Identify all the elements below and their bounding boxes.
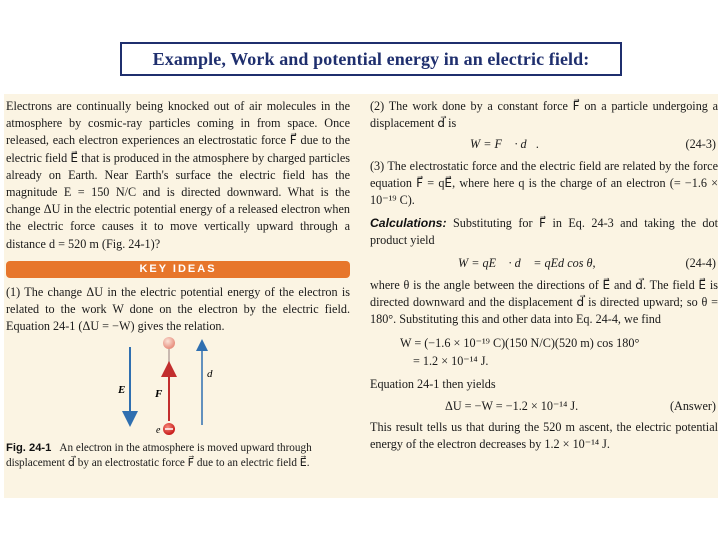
- textbook-page: [4, 94, 718, 498]
- slide-title: Example, Work and potential energy in an electric field:: [152, 48, 590, 69]
- conclusion-paragraph: This result tells us that during the 520 m ascent, the electric potential energy of the electron decreases by 1.2 × 10⁻¹⁴ J.: [370, 419, 718, 452]
- electron-label: e: [156, 425, 161, 437]
- problem-statement: Electrons are continually being knocked out of air molecules in the atmosphere by cosmic-ray particles coming in from space. Once released, each electron experiences an electrostatic force F⃗ due to the electric field E⃗ that is produced in the atmosphere by charged particles already on Earth. Near Earth's surface the electric field has the magnitude E = 150 N/C and is directed downward. What is the change ΔU in the electric potential energy of a released electron when the electric force causes it to move vertically upward through a distance d = 520 m (Fig. 24-1)?: [6, 99, 350, 251]
- title-box: [120, 42, 622, 76]
- answer-equation: [370, 398, 718, 415]
- caption-text: An electron in the atmosphere is moved upward through displacement d⃗ by an electrostatic force F⃗ due to an electric field E⃗.: [6, 442, 312, 470]
- where-paragraph: where θ is the angle between the directions of E⃗ and d⃗. The field E⃗ is directed downward and the displacement d⃗ is directed upward; so θ = 180°. Substituting this and other data into Eq. 24-4, we find: [370, 277, 718, 327]
- caption-label: Fig. 24-1: [6, 442, 52, 455]
- force-label: F⃗: [155, 388, 171, 401]
- calculations-text: Substituting for F⃗ in Eq. 24-3 and taking the dot product yield: [370, 216, 719, 248]
- right-column: [370, 98, 718, 453]
- then-text: Equation 24-1 then yields: [370, 377, 496, 392]
- left-column: [6, 98, 350, 471]
- answer-label: (Answer): [669, 398, 716, 413]
- figure-caption: [6, 441, 350, 471]
- key-ideas-header: KEY IDEAS: [139, 262, 217, 275]
- work-calculation: [370, 334, 718, 370]
- calculations-label: Calculations:: [370, 216, 447, 231]
- calculations-paragraph: [370, 215, 718, 249]
- work-line-1: W = (−1.6 × 10⁻¹⁹ C)(150 N/C)(520 m) cos 180°: [400, 336, 640, 351]
- equation-24-4-number: (24-4): [685, 255, 716, 270]
- electron-start-ghost: [163, 337, 175, 349]
- key-idea-3: (3) The electrostatic force and the electric field are related by the force equation F⃗ = qE⃗, where here q is the charge of an electron (= −1.6 × 10⁻¹⁹ C).: [370, 158, 718, 208]
- equation-24-3-body: W = F⃗ · d⃗.: [470, 137, 540, 152]
- equation-24-3: [370, 136, 718, 153]
- key-idea-2: (2) The work done by a constant force F⃗ on a particle undergoing a displacement d⃗ is: [370, 99, 718, 131]
- answer-body: ΔU = −W = −1.2 × 10⁻¹⁴ J.: [445, 398, 579, 413]
- figure-diagram: [6, 335, 350, 441]
- displacement-label: d⃗: [207, 368, 222, 381]
- equation-24-4-body: W = qE⃗ · d⃗ = qEd cos θ,: [458, 255, 596, 270]
- figure-24-1: [6, 335, 350, 441]
- equation-24-3-number: (24-3): [685, 137, 716, 152]
- equation-24-4: [370, 255, 718, 272]
- work-line-2: = 1.2 × 10⁻¹⁴ J.: [413, 354, 489, 369]
- key-idea-1: (1) The change ΔU in the electric potential energy of the electron is related to the work W done on the electron by the electric field. Equation 24-1 (ΔU = −W) gives the relation.: [6, 284, 350, 334]
- field-label: E⃗: [118, 384, 134, 397]
- key-ideas-bar: [6, 261, 350, 278]
